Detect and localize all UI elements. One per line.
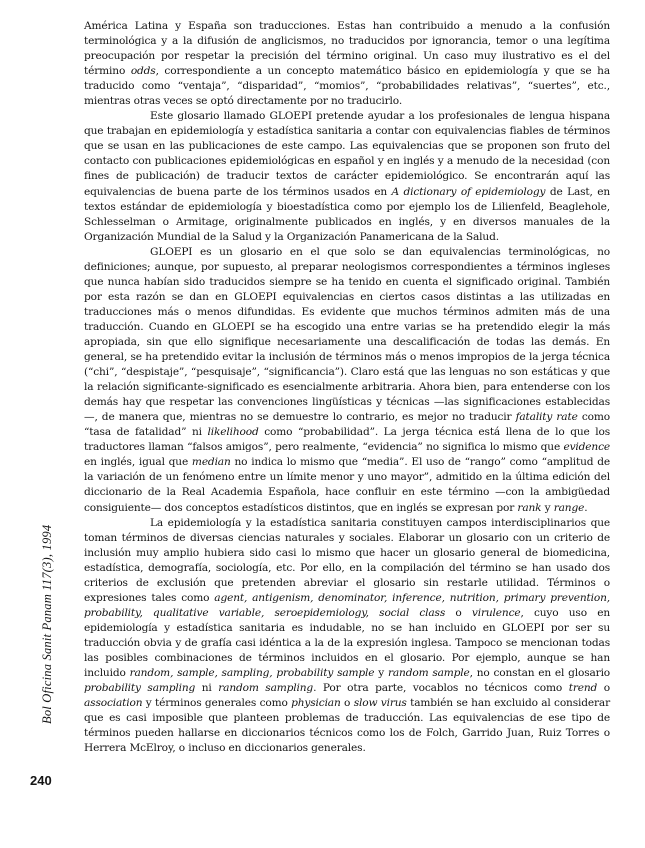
text-run: también se han excluido al considerar que es casi imposible que planteen problemas de traducción. Las equivalencias de ese tipo de términos pueden hallarse en diccionarios técnicos como los de Folch, Garrido Juan, Ruiz Torres o Herrera McElroy, o incluso en diccionarios generales. bbox=[84, 697, 610, 755]
paragraph bbox=[84, 516, 610, 757]
italic-term: slow virus bbox=[353, 697, 407, 710]
text-run: o bbox=[340, 697, 354, 710]
text-run: y bbox=[541, 501, 554, 514]
paragraph bbox=[84, 109, 610, 244]
text-run: de Last, en textos estándar de epidemiología y bioestadística como por ejemplo los de Lilienfeld, Beaglehole, Schlesselman o Armitage, originalmente publicados en inglés, y en diversos manuales de la Organización Mundial de la Salud y la Organización Panamericana de la Salud. bbox=[84, 185, 611, 243]
italic-term: random, sample, sampling, probability sample bbox=[129, 667, 375, 680]
text-run: América Latina y España son traducciones. Estas han contribuido a menudo a la confusión terminológica y a la difusión de anglicismos, no traducidos por ignorancia, temor o una legítima preocupación por respetar la precisión del término original. Un caso muy ilustrativo es el del término bbox=[84, 20, 610, 78]
text-run: La epidemiología y la estadística sanitaria constituyen campos interdisciplinarios que toman términos de diversas ciencias naturales y sociales. Elaborar un glosario con un criterio de inclusión muy amplio hubiera sido casi lo mismo que hacer un glosario general de biomedicina, estadística, demografía, sociología, etc. Por ello, en la compilación del término se han usado dos criterios de exclusión que pretenden abreviar el glosario sin restarle utilidad. Términos o expresiones tales como bbox=[84, 516, 610, 604]
text-run: y términos generales como bbox=[142, 697, 292, 710]
italic-term: virulence bbox=[471, 606, 521, 619]
body-text bbox=[84, 19, 610, 756]
text-run: como “probabilidad”. La jerga técnica está llena de lo que los traductores llaman “falsos amigos”, pero realmente, “evidencia” no significa lo mismo que bbox=[84, 426, 611, 454]
italic-term: fatality rate bbox=[515, 411, 578, 424]
italic-term: agent, antigenism, denominator, inference, nutrition, primary prevention, probability, qualitative variable, seroepidemiology, social class bbox=[84, 591, 610, 619]
text-run: , correspondiente a un concepto matemático básico en epidemiología y que se ha traducido como “ventaja”, “disparidad”, “momios”, “probabilidades relativas”, “suertes”, etc., mientras otras veces se optó directamente por no traducirlo. bbox=[84, 65, 610, 108]
italic-term: evidence bbox=[563, 441, 610, 454]
text-run: . bbox=[584, 501, 588, 514]
italic-term: random sampling bbox=[218, 682, 314, 695]
text-run: o bbox=[445, 606, 472, 619]
text-run: como “tasa de fatalidad” ni bbox=[84, 411, 610, 439]
italic-term: odds bbox=[130, 65, 156, 78]
text-run: Este glosario llamado GLOEPI pretende ayudar a los profesionales de lengua hispana que trabajan en epidemiología y estadística sanitaria a contar con equivalencias fiables de términos que se usan en las publicaciones de este campo. Las equivalencias que se proponen son fruto del contacto con publicaciones epidemiológicas en español y en inglés y a menudo de la necesidad (con fines de publicación) de traducir textos de carácter epidemiológico. Se encontrarán aquí las equivalencias de buena parte de los términos usados en bbox=[84, 110, 610, 198]
page-number: 240 bbox=[30, 773, 52, 788]
italic-term: range bbox=[553, 501, 585, 514]
paragraph bbox=[84, 19, 610, 109]
text-run: . Por otra parte, vocablos no técnicos como bbox=[313, 682, 569, 695]
italic-term: probability sampling bbox=[84, 682, 196, 695]
text-run: , cuyo uso en epidemiología y estadística sanitaria es indudable, no se han incluido en GLOEPI por ser su traducción obvia y de grafía casi idéntica a la de la expresión inglesa. Tampoco se mencionan todas las posibles combinaciones de términos incluidos en el glosario. Por ejemplo, aunque se han incluido bbox=[84, 606, 610, 680]
text-run: o bbox=[597, 682, 610, 695]
italic-term: random sample bbox=[387, 667, 470, 680]
text-run: y bbox=[374, 667, 388, 680]
italic-term: association bbox=[84, 697, 143, 710]
italic-term: physician bbox=[291, 697, 341, 710]
text-run: ni bbox=[195, 682, 219, 695]
text-run: no indica lo mismo que “media”. El uso de “rango” como “amplitud de la variación de un fenómeno entre un límite menor y uno mayor”, admitido en la última edición del diccionario de la Real Academia Española, hace confluir en este término —con la ambigüedad consiguiente— dos conceptos estadísticos distintos, que en inglés se expresan por bbox=[84, 456, 611, 514]
text-run: en inglés, igual que bbox=[84, 456, 192, 469]
italic-term: rank bbox=[517, 501, 542, 514]
italic-term: likelihood bbox=[207, 426, 259, 439]
italic-term: median bbox=[191, 456, 231, 469]
text-run: , no constan en el glosario bbox=[469, 667, 611, 680]
running-head: Bol Oficina Sanit Panam 117(3), 1994 bbox=[40, 524, 54, 724]
italic-term: trend bbox=[568, 682, 598, 695]
paragraph bbox=[84, 245, 610, 516]
text-run: GLOEPI es un glosario en el que solo se dan equivalencias terminológicas, no definiciones; aunque, por supuesto, al preparar neologismos correspondientes a términos ingleses que nunca habían sido traducidos siempre se ha tenido en cuenta el significado original. También por esta razón se dan en GLOEPI equivalencias en ciertos casos distintas a las utilizadas en traducciones más o menos difundidas. Es evidente que muchos términos admiten más de una traducción. Cuando en GLOEPI se ha escogido una entre varias se ha pretendido elegir la más apropiada, sin que ello signifique necesariamente una descalificación de todas las demás. En general, se ha pretendido evitar la inclusión de términos más o menos impropios de la jerga técnica (“chi”, “despistaje”, “pesquisaje”, “significancia”). Claro está que las lenguas no son estáticas y que la relación significante-significado es esencialmente arbitraria. Ahora bien, para entenderse con los demás hay que respetar las convenciones lingüísticas y técnicas —las significaciones establecidas—, de manera que, mientras no se demuestre lo contrario, es mejor no traducir bbox=[84, 245, 610, 424]
italic-term: A dictionary of epidemiology bbox=[391, 185, 546, 198]
